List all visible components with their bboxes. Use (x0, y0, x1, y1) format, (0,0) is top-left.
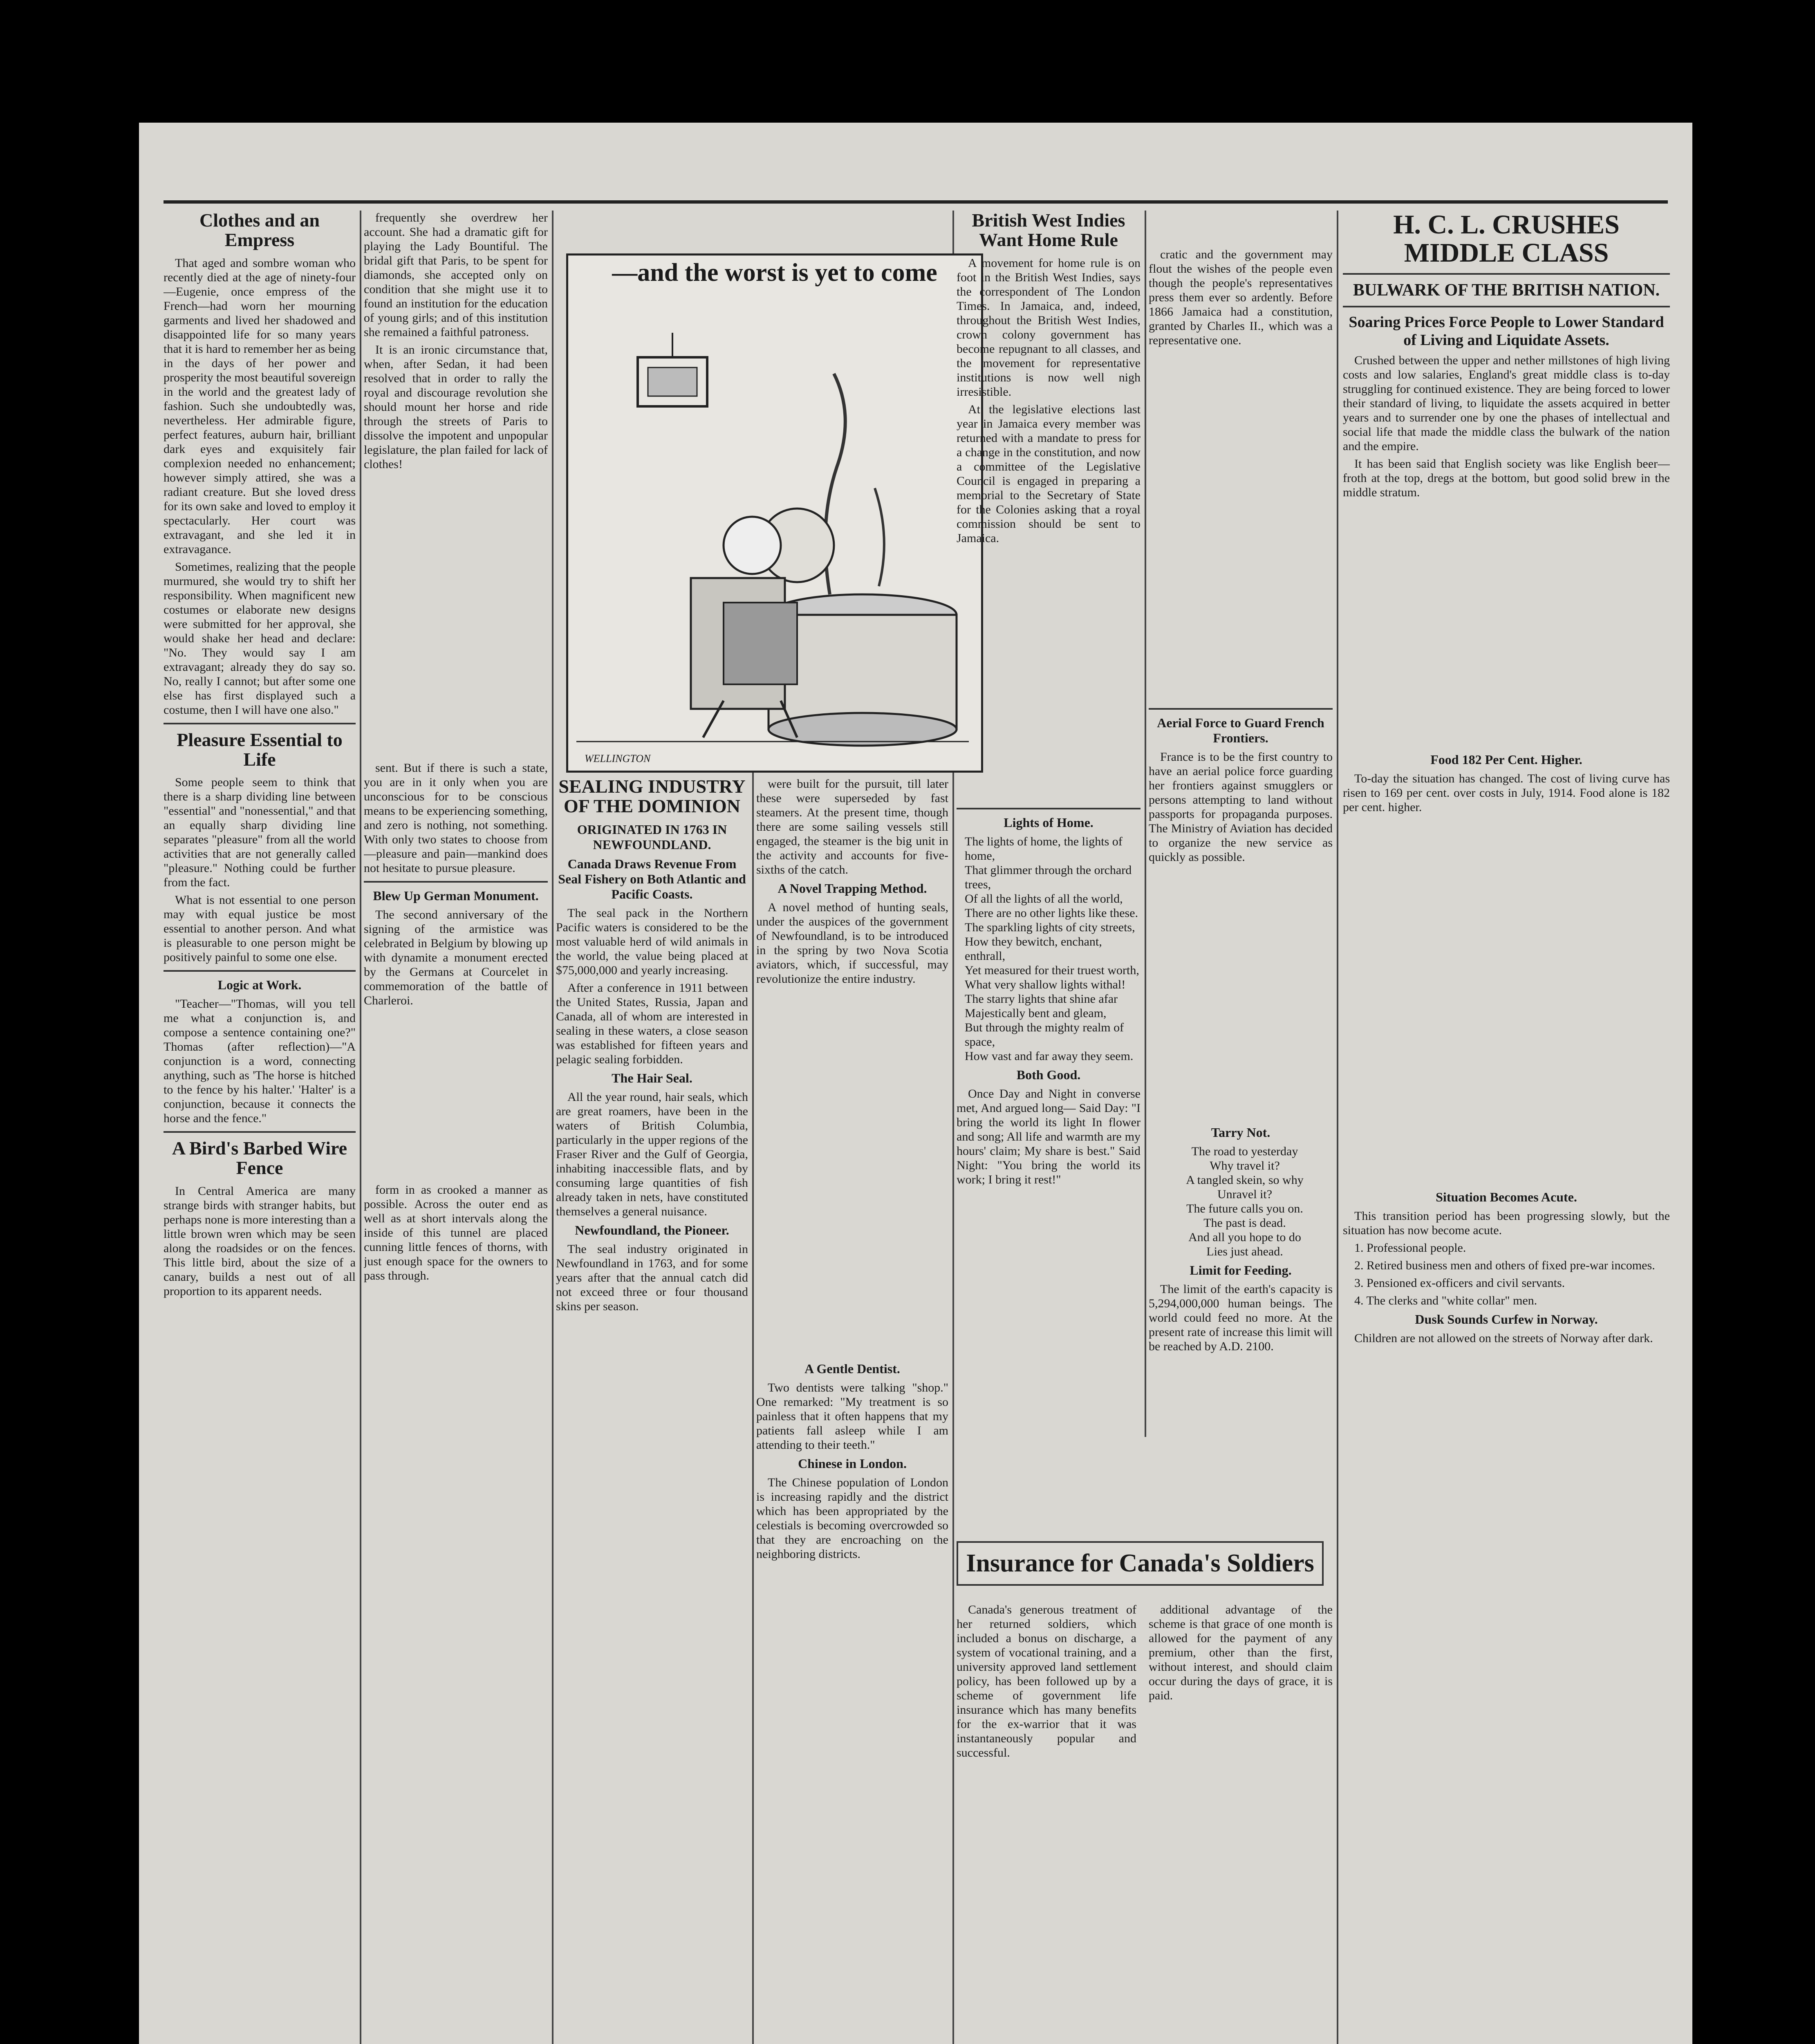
headline-clothes-empress: Clothes and an Empress (199, 211, 320, 251)
cartoon-illustration (568, 292, 977, 750)
subhead-tarry: Tarry Not. (1211, 1125, 1270, 1140)
article-text: Sometimes, realizing that the people murmured, she would try to shift her responsibility. When magnificent new costumes or elaborate new designs were submitted for her approval, she would shake her head and declare: "No. They would say I am extravagant; already they do say so. No, really I cannot; but after some one else has first displayed such a costume, then I will have one also." (164, 560, 356, 717)
article-text: Canada's generous treatment of her returned soldiers, which included a bonus on discharge, a system of vocational training, and a university approved land settlement policy, has been followed up by a scheme of government life insurance which has many benefits for the ex-warrior that it was instantaneously popular and successful. (957, 1603, 1136, 1759)
article-text: That aged and sombre woman who recently died at the age of ninety-four—Eugenie, once empress of the French—had worn her mourning garments and lived her shadowed and disappointed life for so many years that it is hard to remember her as being in the days of her power and prosperity the most beautiful sovereign in the world and the greatest lady of fashion. Such she undoubtedly was, nevertheless. Her admirable figure, perfect features, auburn hair, brilliant dark eyes and exquisitely fair complexion needed no enhancement; however simply attired, she was a radiant creature. But she loved dress for its own sake and loved to employ it spectacularly. Her court was extravagant, and she led it in extravagance. (164, 256, 356, 556)
divider (1343, 306, 1670, 307)
article-text: To-day the situation has changed. The cost of living curve has risen to 169 per cent. over costs in July, 1914. Food alone is 182 per cent. higher. (1343, 771, 1670, 814)
subhead-curfew: Dusk Sounds Curfew in Norway. (1415, 1311, 1598, 1327)
insurance-headline-box (957, 1541, 1324, 1586)
subhead-logic: Logic at Work. (217, 977, 302, 993)
headline-pleasure: Pleasure Essential to Life (177, 729, 343, 770)
deck-soaring: Soaring Prices Force People to Lower Standard of Living and Liquidate Assets. (1349, 313, 1664, 349)
column-rule (360, 211, 361, 2044)
column-rule (552, 211, 553, 2044)
poem-both-good: Once Day and Night in converse met, And argued long— Said Day: "I bring the world its light In flower and song; All life and warmth are my hours' claim; My share is best." Said Night: "You bring the world its work; I bring it rest!" (957, 1087, 1141, 1186)
subhead-trapping: A Novel Trapping Method. (778, 881, 927, 896)
column-6 (1149, 211, 1333, 1531)
column-3 (556, 777, 748, 2044)
deck-revenue: Canada Draws Revenue From Seal Fishery on Both Atlantic and Pacific Coasts. (558, 856, 746, 901)
article-text: form in as crooked a manner as possible. Across the outer end as well as at short intervals along the inside of this tunnel are placed cunning little fences of thorns, with just enough space for the owners to pass through. (364, 1183, 548, 1282)
list-item: 3. Pensioned ex-officers and civil servants. (1354, 1276, 1565, 1290)
subhead-aerial: Aerial Force to Guard French Frontiers. (1157, 715, 1324, 745)
poem-tarry-not: The road to yesterday Why travel it? A tangled skein, so why Unravel it? The future calls you on. The past is dead. And all you hope to do Lies just ahead. (1186, 1145, 1304, 1258)
article-text: additional advantage of the scheme is that grace of one month is allowed for the payment of any premium, other than the first, without interest, and should claim occur during the days of grace, it is paid. (1149, 1603, 1333, 1702)
cartoon-signature: WELLINGTON (585, 753, 651, 764)
column-2 (364, 211, 548, 2044)
list-item: 2. Retired business men and others of fixed pre-war incomes. (1354, 1258, 1655, 1272)
subhead-hair-seal: The Hair Seal. (612, 1070, 692, 1085)
article-text: Some people seem to think that there is a sharp dividing line between "essential" and "nonessential," and that an equally sharp dividing line separates "pleasure" from all the world activities that are not generally called "pleasure." Nothing could be further from the fact. (164, 775, 356, 890)
article-text: sent. But if there is such a state, you are in it only when you are unconscious for to be conscious means to be experiencing something, and zero is nothing, not something. With only two states to choose from—pleasure and pain—mankind does not hesitate to pursue pleasure. (364, 761, 548, 875)
divider (164, 970, 356, 972)
article-text: Crushed between the upper and nether millstones of high living costs and low salaries, England's great middle class is to-day struggling for continued existence. They are being forced to lower their standard of living, to liquidate the assets acquired in better years and to surrender one by one the phases of intellectual and social life that made the middle class the bulwark of the nation and the empire. (1343, 353, 1670, 453)
article-text: This transition period has been progressing slowly, but the situation has now become acute. (1343, 1209, 1670, 1237)
article-text: The seal pack in the Northern Pacific waters is considered to be the most valuable herd of wild animals in the world, the value being placed at $75,000,000 and yearly increasing. (556, 906, 748, 977)
article-text: were built for the pursuit, till later these were superseded by fast steamers. At the present time, though there are some sailing vessels still engaged, the steamer is the big unit in the activity and accounts for five-sixths of the catch. (756, 777, 948, 876)
article-text: frequently she overdrew her account. She had a dramatic gift for playing the Lady Bountiful. The bridal gift that Paris, to be spent for diamonds, she accepted only on condition that she might use it to found an institution for the education of young girls; and of this institution she remained a faithful patroness. (364, 211, 548, 339)
article-text: It has been said that English society was like English beer—froth at the top, dregs at the bottom, but good solid brew in the middle stratum. (1343, 457, 1670, 499)
subhead-acute: Situation Becomes Acute. (1436, 1189, 1577, 1204)
divider (164, 1131, 356, 1133)
article-text: A movement for home rule is on foot in the British West Indies, says the correspondent of The London Times. In Jamaica, and, indeed, throughout the British West Indies, crown colony government has become repugnant to all classes, and the movement for representative institutions is now well nigh irresistible. (957, 256, 1141, 399)
newspaper-page (139, 123, 1692, 2044)
article-text: In Central America are many strange birds with stranger habits, but perhaps none is more interesting than a little brown wren which may be seen along the roadsides or on the fences. This little bird, about the size of a canary, builds a nest out of all proportion to its apparent needs. (164, 1184, 356, 1298)
poem-lights-of-home: The lights of home, the lights of home, That glimmer through the orchard trees, Of all the lights of all the world, There are no other lights like these. The sparkling lights of city streets, How they bewitch, enchant, enthrall, Yet measured for their truest worth, What very shallow lights withal! The starry lights that shine afar Majestically bent and gleam, But through the mighty realm of space, How vast and far away they seem. (965, 834, 1139, 1063)
cartoon-caption: —and the worst is yet to come (612, 259, 937, 287)
article-text: The seal industry originated in Newfoundland in 1763, and for some years after that the annual catch did not exceed three or four thousand skins per season. (556, 1242, 748, 1313)
article-text: "Teacher—"Thomas, will you tell me what a conjunction is, and compose a sentence containing one?" Thomas (after reflection)—"A conjunction is a word, connecting anything, such as 'The horse is hitched to the fence by his halter.' 'Halter' is a conjunction, because it connects the horse and the fence." (164, 997, 356, 1125)
top-rule (164, 200, 1668, 204)
subhead-bulwark: BULWARK OF THE BRITISH NATION. (1353, 280, 1660, 300)
column-1 (164, 211, 356, 2044)
headline-sealing: SEALING INDUSTRY OF THE DOMINION (558, 777, 746, 817)
column-rule (752, 646, 754, 2044)
insurance-col-1 (957, 1602, 1136, 2044)
headline-hcl: H. C. L. CRUSHES MIDDLE CLASS (1393, 211, 1620, 268)
column-7 (1343, 211, 1670, 2044)
divider (1149, 708, 1333, 710)
article-text: At the legislative elections last year in Jamaica every member was returned with a mandate to press for a change in the constitution, and now a committee of the Legislative Council is engaged in preparing a memorial to the Secretary of State for the Colonies asking that a royal commission should be sent to Jamaica. (957, 402, 1141, 545)
editorial-cartoon (566, 253, 983, 773)
divider (957, 808, 1141, 809)
article-text: All the year round, hair seals, which are great roamers, have been in the waters of British Columbia, particularly in the upper regions of the Fraser River and the Gulf of Georgia, inhabiting inaccessible flats, and by consuming large quantities of fish already taken in nets, have constituted themselves a general nuisance. (556, 1090, 748, 1218)
divider (164, 723, 356, 724)
article-text: cratic and the government may flout the wishes of the people even though the people's representatives press them ever so ardently. Before 1866 Jamaica had a constitution, granted by Charles II., which was a representative one. (1149, 248, 1333, 347)
article-text: France is to be the first country to have an aerial police force guarding her frontiers against smugglers or persons attempting to land without passports for propaganda purposes. The Ministry of Aviation has decided to organize the new service as quickly as possible. (1149, 750, 1333, 864)
insurance-col-2 (1149, 1602, 1333, 2044)
poem-title: Lights of Home. (1004, 815, 1093, 830)
article-text: The limit of the earth's capacity is 5,294,000,000 human beings. The world could feed no more. At the present rate of increase this limit will be reached by A.D. 2100. (1149, 1282, 1333, 1353)
subhead-chinese: Chinese in London. (798, 1456, 907, 1471)
column-rule (1145, 211, 1146, 1437)
divider (364, 881, 548, 883)
article-text: A novel method of hunting seals, under the auspices of the government of Newfoundland, is to be introduced in the spring by two Nova Scotia aviators, which, if successful, may revolutionize the entire industry. (756, 901, 948, 986)
column-4 (756, 777, 948, 2044)
subhead-originated: ORIGINATED IN 1763 IN NEWFOUNDLAND. (577, 822, 727, 852)
headline-insurance: Insurance for Canada's Soldiers (966, 1549, 1314, 1577)
subhead-pioneer: Newfoundland, the Pioneer. (575, 1222, 729, 1237)
article-text: It is an ironic circumstance that, when, after Sedan, it had been resolved that in order to rally the royal and discourage revolution she should mount her horse and ride through the streets of Paris to dissolve the impotent and unpopular legislature, the plan failed for lack of clothes! (364, 343, 548, 471)
article-text: The Chinese population of London is increasing rapidly and the district which has been appropriated by the celestials is becoming overcrowded so that they are encroaching on the neighboring districts. (756, 1476, 948, 1561)
subhead-food: Food 182 Per Cent. Higher. (1430, 752, 1582, 767)
headline-west-indies: British West Indies Want Home Rule (972, 211, 1125, 251)
subhead-monument: Blew Up German Monument. (373, 888, 539, 903)
column-rule (1337, 211, 1338, 2044)
list-item: 1. Professional people. (1354, 1241, 1466, 1255)
subhead-both-good: Both Good. (1016, 1067, 1081, 1082)
list-item: 4. The clerks and "white collar" men. (1354, 1293, 1537, 1307)
divider (1343, 273, 1670, 275)
article-text: The second anniversary of the signing of the armistice was celebrated in Belgium by blowing up with dynamite a monument erected by the Germans at Courcelet in commemoration of the battle of Charleroi. (364, 908, 548, 1007)
subhead-dentist: A Gentle Dentist. (804, 1361, 900, 1376)
subhead-feeding: Limit for Feeding. (1190, 1263, 1292, 1278)
article-text: Children are not allowed on the streets of Norway after dark. (1354, 1331, 1653, 1345)
headline-bird-fence: A Bird's Barbed Wire Fence (172, 1138, 347, 1179)
article-text: After a conference in 1911 between the United States, Russia, Japan and Canada, all of whom are interested in sealing in these waters, a close season was established for fifteen years and pelagic sealing forbidden. (556, 981, 748, 1066)
article-text: Two dentists were talking "shop." One remarked: "My treatment is so painless that it often happens that my patients fall asleep while I am attending to their teeth." (756, 1381, 948, 1452)
article-text: What is not essential to one person may with equal justice be most essential to another person. And what is pleasurable to one person might be positively painful to some one else. (164, 893, 356, 964)
